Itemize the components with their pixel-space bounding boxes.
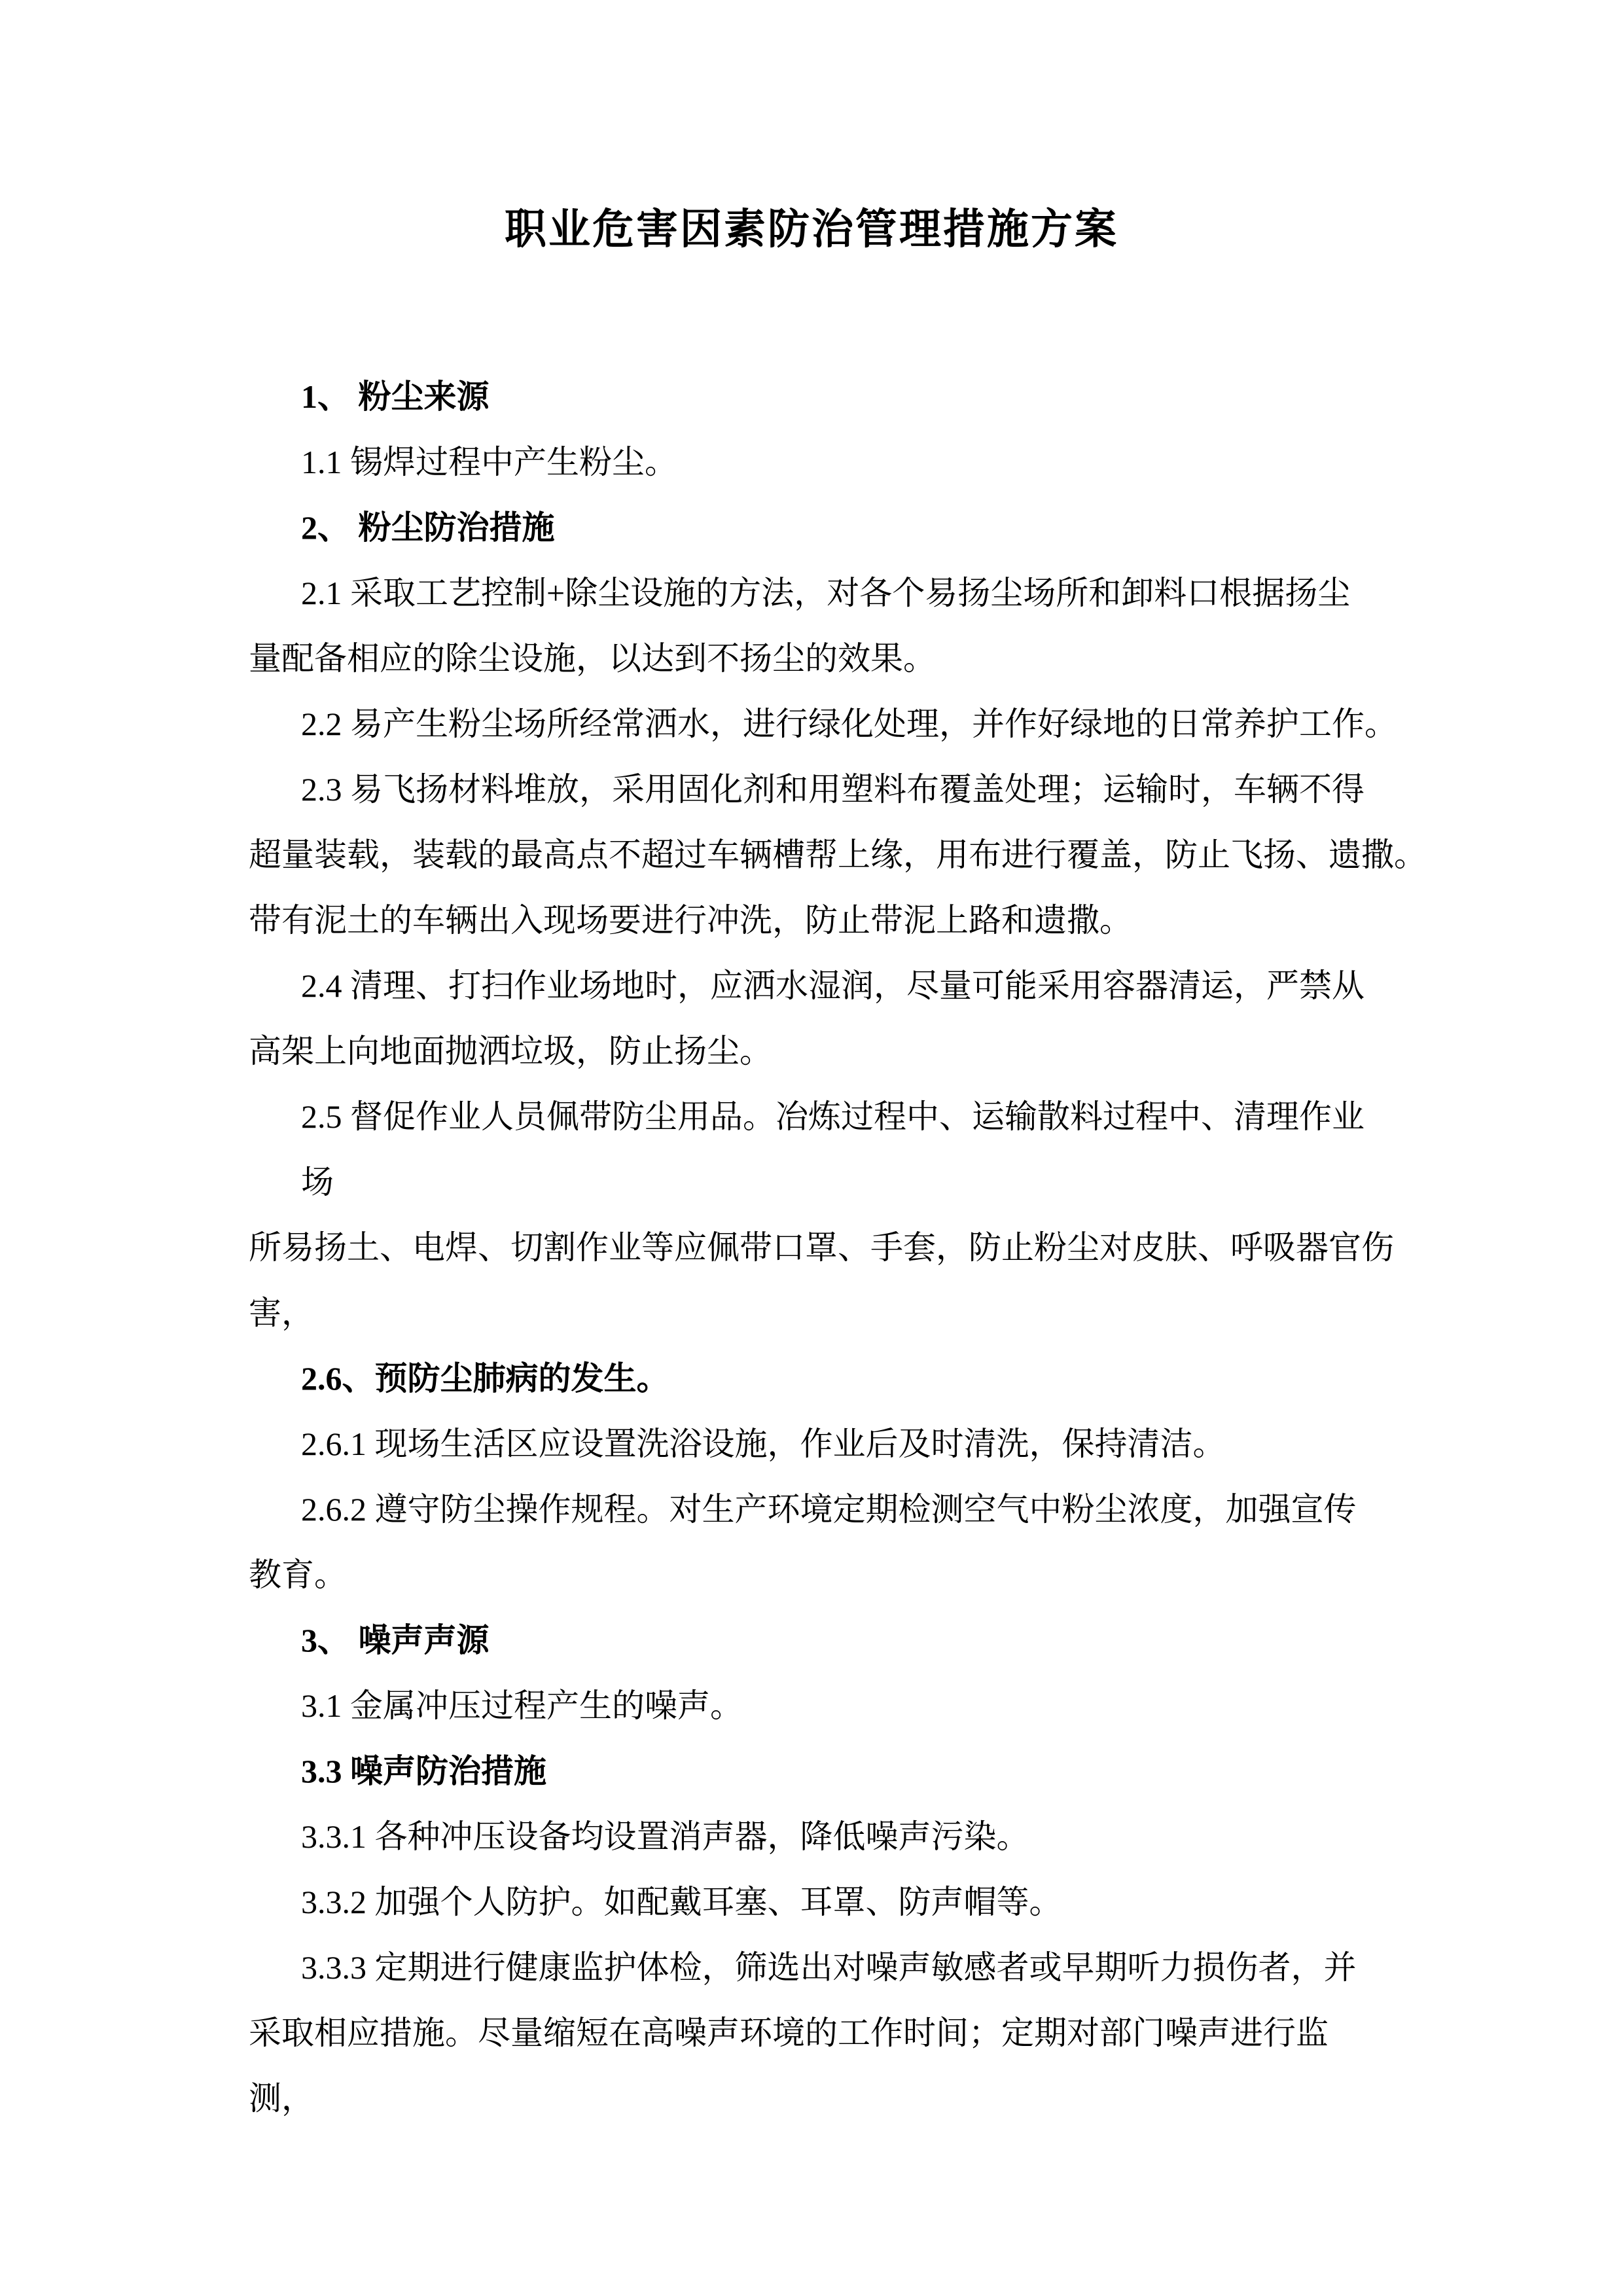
text-line: 3.3 噪声防治措施 <box>301 1753 546 1789</box>
document-body <box>249 364 1427 2131</box>
text-line: 2.3 易飞扬材料堆放，采用固化剂和用塑料布覆盖处理；运输时，车辆不得 <box>301 771 1364 808</box>
text-line: 2.1 采取工艺控制+除尘设施的方法，对各个易扬尘场所和卸料口根据扬尘 <box>301 575 1351 611</box>
text-line: 带有泥土的车辆出入现场要进行冲洗，防止带泥上路和遗撒。 <box>249 902 1132 939</box>
text-line: 超量装载，装载的最高点不超过车辆槽帮上缘，用布进行覆盖，防止飞扬、遗撒。 <box>249 836 1427 873</box>
text-line: 测， <box>249 2080 314 2117</box>
text-line: 场 <box>301 1164 334 1200</box>
text-line: 1.1 锡焊过程中产生粉尘。 <box>301 444 677 480</box>
text-line: 3.1 金属冲压过程产生的噪声。 <box>301 1687 743 1724</box>
text-line: 3.3.3 定期进行健康监护体检，筛选出对噪声敏感者或早期听力损伤者，并 <box>301 1949 1357 1986</box>
text-line: 2.4 清理、打扫作业场地时，应洒水湿润，尽量可能采用容器清运，严禁从 <box>301 967 1364 1004</box>
text-line: 3、 噪声声源 <box>301 1622 490 1659</box>
text-line: 所易扬土、电焊、切割作业等应佩带口罩、手套，防止粉尘对皮肤、呼吸器官伤 <box>249 1229 1394 1266</box>
text-line: 2.6、预防尘肺病的发生。 <box>301 1360 669 1397</box>
text-line: 3.3.1 各种冲压设备均设置消声器，降低噪声污染。 <box>301 1818 1029 1855</box>
text-line: 采取相应措施。尽量缩短在高噪声环境的工作时间；定期对部门噪声进行监 <box>249 2015 1329 2051</box>
text-line: 2.2 易产生粉尘场所经常洒水，进行绿化处理，并作好绿地的日常养护工作。 <box>301 706 1397 742</box>
text-line: 2.5 督促作业人员佩带防尘用品。冶炼过程中、运输散料过程中、清理作业 <box>301 1098 1364 1135</box>
text-line: 2.6.2 遵守防尘操作规程。对生产环境定期检测空气中粉尘浓度，加强宣传 <box>301 1491 1357 1528</box>
text-line: 害， <box>249 1295 314 1331</box>
text-line: 量配备相应的除尘设施，以达到不扬尘的效果。 <box>249 640 936 677</box>
text-line: 3.3.2 加强个人防护。如配戴耳塞、耳罩、防声帽等。 <box>301 1884 1062 1920</box>
text-line: 2.6.1 现场生活区应设置洗浴设施，作业后及时清洗，保持清洁。 <box>301 1426 1226 1462</box>
text-line: 1、 粉尘来源 <box>301 378 490 415</box>
text-line: 高架上向地面抛洒垃圾，防止扬尘。 <box>249 1033 772 1069</box>
text-line: 教育。 <box>249 1556 347 1593</box>
text-line: 2、 粉尘防治措施 <box>301 509 555 546</box>
document-title: 职业危害因素防治管理措施方案 <box>505 206 1118 254</box>
